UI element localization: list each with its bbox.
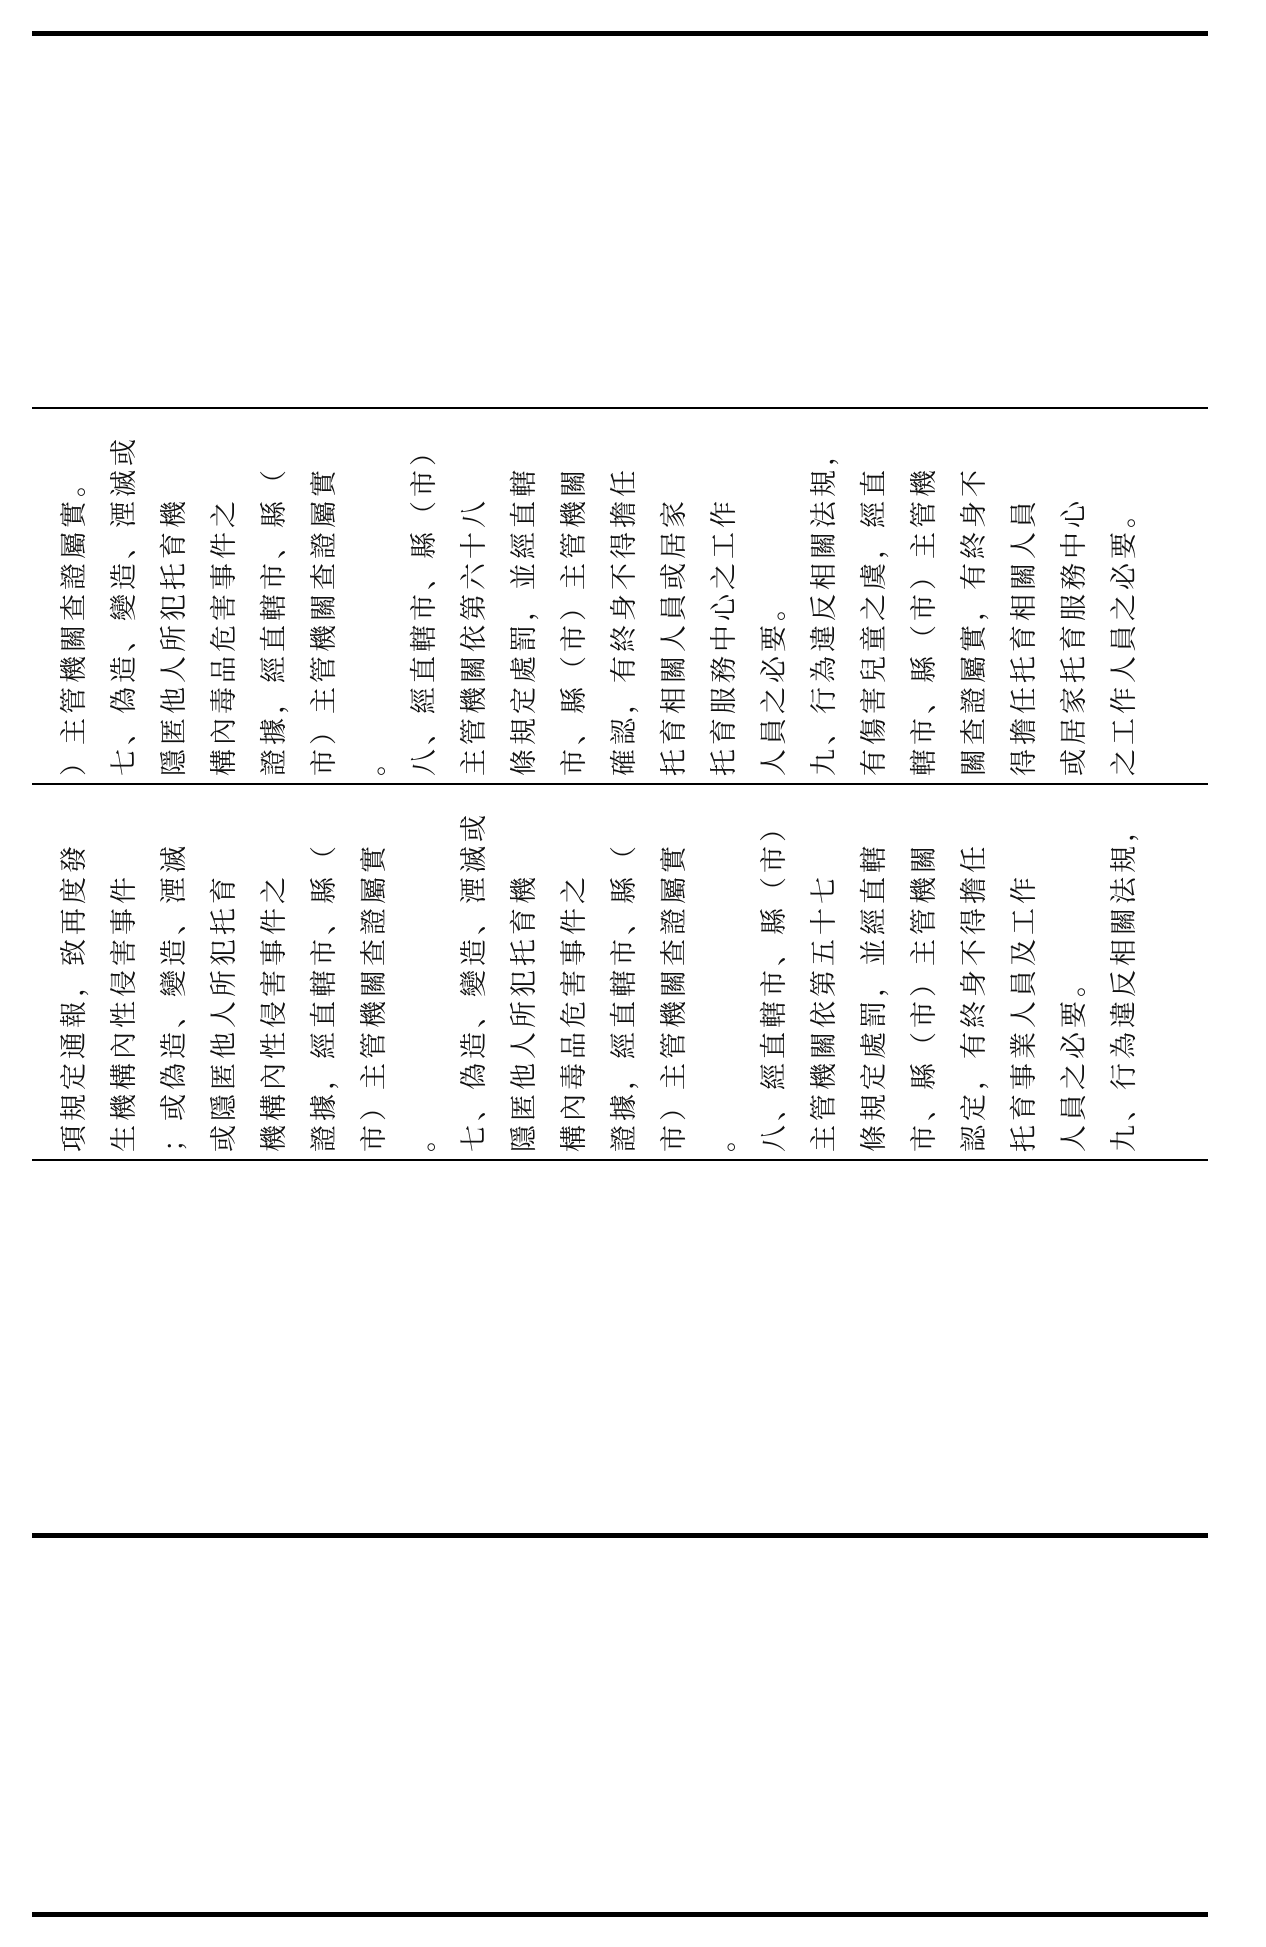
text-line: 得擔任托育相關人員 — [1009, 497, 1040, 776]
text-line: 托育相關人員或居家 — [659, 497, 690, 776]
text-line: 主管機關依第六十八 — [459, 497, 490, 776]
text-line: 八、經直轄市、縣（市） — [759, 811, 790, 1152]
text-line: 八、經直轄市、縣（市） — [409, 435, 440, 776]
amended-text-cell — [40, 412, 1200, 780]
text-line: 機構內性侵害事件之 — [259, 873, 290, 1152]
text-line: 市、縣（市）主管機關 — [909, 842, 940, 1152]
text-line: 證據，經直轄市、縣（ — [259, 466, 290, 776]
text-line: 確認，有終身不得擔任 — [609, 466, 640, 776]
text-line: 關查證屬實，有終身不 — [959, 466, 990, 776]
text-line: 證據，經直轄市、縣（ — [609, 842, 640, 1152]
current-text-cell — [40, 788, 1200, 1156]
text-line: 七、偽造、變造、湮滅或 — [109, 435, 140, 776]
text-line: 。 — [709, 1121, 740, 1152]
text-line: ；或偽造、變造、湮滅 — [159, 842, 190, 1152]
text-line: 人員之必要。 — [759, 590, 790, 776]
text-line: 或居家托育服務中心 — [1059, 497, 1090, 776]
text-line: 項規定通報，致再度發 — [59, 842, 90, 1152]
text-line: 市、縣（市）主管機關 — [559, 466, 590, 776]
text-line: 認定，有終身不得擔任 — [959, 842, 990, 1152]
top-border — [32, 31, 1208, 36]
current-text-rotated — [40, 788, 1200, 1156]
text-line: 之工作人員之必要。 — [1109, 497, 1140, 776]
bottom-border — [32, 1912, 1208, 1917]
text-line: 隱匿他人所犯托育機 — [509, 873, 540, 1152]
text-line: 隱匿他人所犯托育機 — [159, 497, 190, 776]
text-line: 市）主管機關查證屬實 — [309, 466, 340, 776]
text-line: 構內毒品危害事件之 — [559, 873, 590, 1152]
row-divider-4 — [32, 1533, 1208, 1538]
text-line: 。 — [359, 745, 390, 776]
amended-text-rotated — [40, 412, 1200, 780]
text-line: ）主管機關查證屬實。 — [59, 466, 90, 776]
row-divider-1 — [32, 407, 1208, 409]
text-line: 構內毒品危害事件之 — [209, 497, 240, 776]
text-line: 托育服務中心之工作 — [709, 497, 740, 776]
text-line: 九、行為違反相關法規， — [809, 435, 840, 776]
text-line: 托育事業人員及工作 — [1009, 873, 1040, 1152]
row-divider-3 — [32, 1159, 1208, 1161]
text-line: 條規定處罰，並經直轄 — [859, 842, 890, 1152]
text-line: 七、偽造、變造、湮滅或 — [459, 811, 490, 1152]
text-line: 九、行為違反相關法規， — [1109, 811, 1140, 1152]
text-line: 市）主管機關查證屬實 — [659, 842, 690, 1152]
text-line: 市）主管機關查證屬實 — [359, 842, 390, 1152]
text-line: 證據，經直轄市、縣（ — [309, 842, 340, 1152]
text-line: 有傷害兒童之虞，經直 — [859, 466, 890, 776]
text-line: 轄市、縣（市）主管機 — [909, 466, 940, 776]
row-divider-2 — [32, 783, 1208, 785]
text-line: 或隱匿他人所犯托育 — [209, 873, 240, 1152]
text-line: 生機構內性侵害事件 — [109, 873, 140, 1152]
text-line: 條規定處罰，並經直轄 — [509, 466, 540, 776]
text-line: 主管機關依第五十七 — [809, 873, 840, 1152]
text-line: 。 — [409, 1121, 440, 1152]
text-line: 人員之必要。 — [1059, 966, 1090, 1152]
